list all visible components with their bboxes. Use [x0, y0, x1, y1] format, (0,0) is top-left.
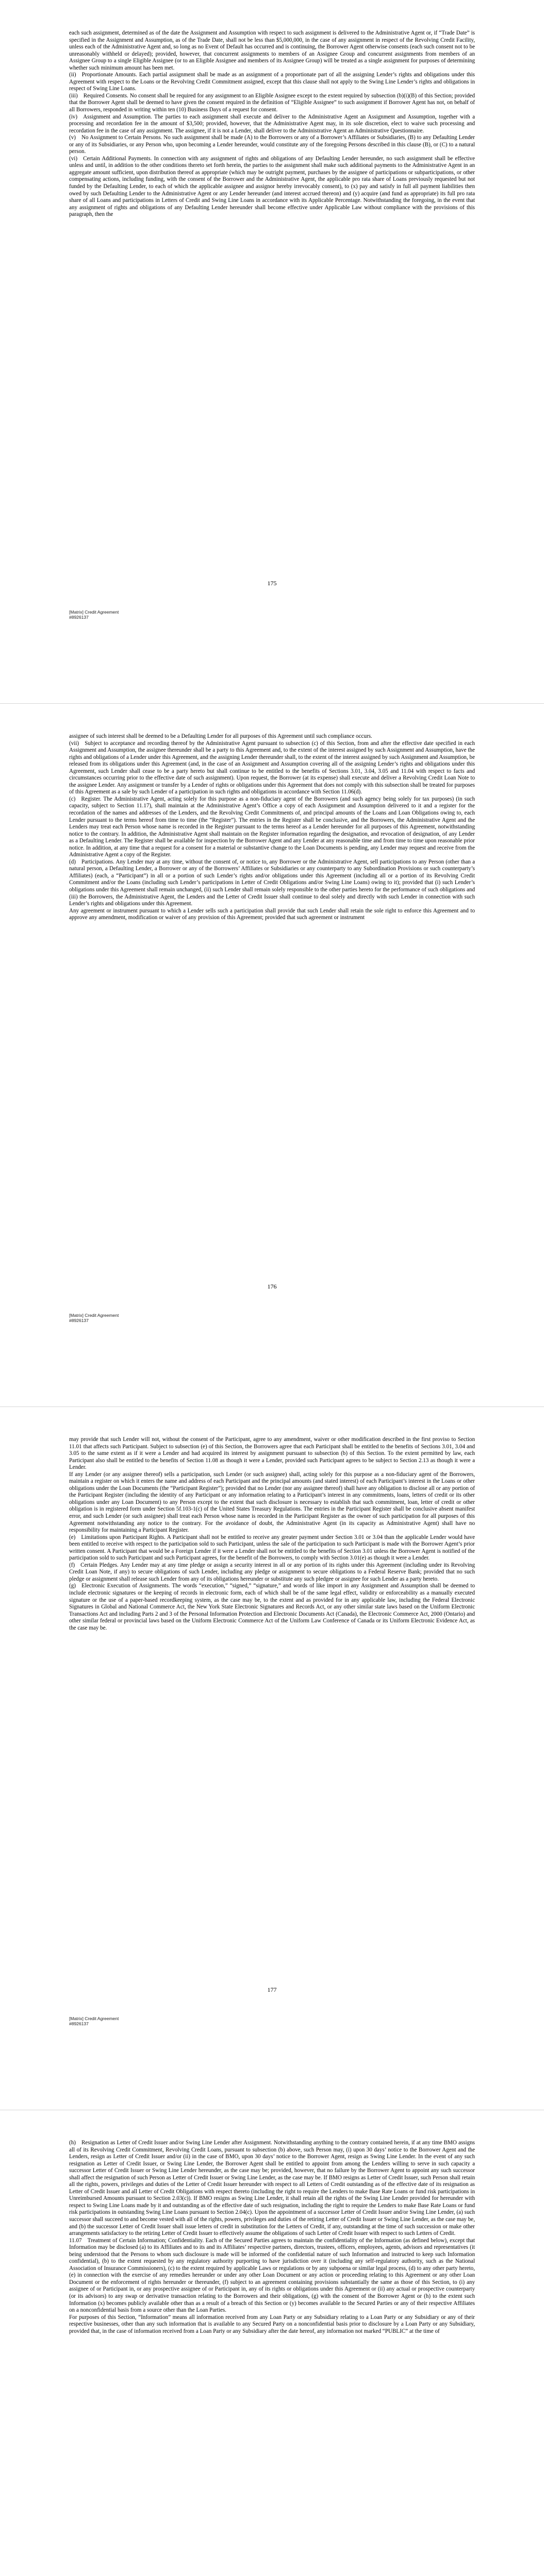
page-footer: [69, 609, 119, 620]
document-page-1: [0, 0, 544, 703]
page-footer: [69, 2016, 119, 2026]
page-body-text: may provide that such Lender will not, without the consent of the Participant, agree to any amendment, waiver or other modification described in the first proviso to Section 11.01 that affects such Participant. Subject to subsection (e) of this Section, the Borrowers agree that each Participant shall be entitled to the benefits of Sections 3.01, 3.04 and 3.05 to the same extent as if it were a Lender and had acquired its interest by assignment pursuant to subsection (b) of this Section. To the extent permitted by law, each Participant also shall be entitled to the benefits of Section 11.08 as though it were a Lender, provided such Participant agrees to be subject to Section 2.13 as though it were a Lender. If any Lender (or any assignee thereof) sells a participation, such Lender (or such assignee) shall, acting solely for this purpose as a non-fiduciary agent of the Borrowers, maintain a register on which it enters the name and address of each Participant and the principal amounts (and stated interest) of each Participant’s interest in the Loans or other obligations under the Loan Documents (the “Participant Register”); provided that no Lender (nor any assignee thereof) shall have any obligation to disclose all or any portion of the Participant Register (including the identity of any Participant or any information relating to a Participant’s interest in any commitments, loans, letters of credit or its other obligations under any Loan Document) to any Person except to the extent that such disclosure is necessary to establish that such commitment, loan, letter of credit or other obligation is in registered form under Section 5f.103-1(c) of the United States Treasury Regulations. The entries in the Participant Register shall be conclusive absent manifest error, and such Lender (or such assignee) shall treat each Person whose name is recorded in the Participant Register as the owner of such participation for all purposes of this Agreement notwithstanding any notice to the contrary. For the avoidance of doubt, the Administrative Agent (in its capacity as Administrative Agent) shall have no responsibility for maintaining a Participant Register. (e) Limitations upon Participant Rights. A Participant shall not be entitled to receive any greater payment under Section 3.01 or 3.04 than the applicable Lender would have been entitled to receive with respect to the participation sold to such Participant, unless the sale of the participation to such Participant is made with the Borrower Agent’s prior written consent. A Participant that would be a Foreign Lender if it were a Lender shall not be entitled to the benefits of Section 3.01 unless the Borrower Agent is notified of the participation sold to such Participant and such Participant agrees, for the benefit of the Borrowers, to comply with Section 3.01(e) as though it were a Lender. (f) Certain Pledges. Any Lender may at any time pledge or assign a security interest in all or any portion of its rights under this Agreement (including under its Revolving Credit Loan Note, if any) to secure obligations of such Lender, including any pledge or assignment to secure obligations to a Federal Reserve Bank; provided that no such pledge or assignment shall release such Lender from any of its obligations hereunder or substitute any such pledgee or assignee for such Lender as a party hereto. (g) Electronic Execution of Assignments. The words “execution,” “signed,” “signature,” and words of like import in any Assignment and Assumption shall be deemed to include electronic signatures or the keeping of records in electronic form, each of which shall be of the same legal effect, validity or enforceability as a manually executed signature or the use of a paper-based recordkeeping system, as the case may be, to the extent and as provided for in any applicable law, including the Federal Electronic Signatures in Global and National Commerce Act, the New York State Electronic Signatures and Records Act, or any other similar state laws based on the Uniform Electronic Transactions Act and including Parts 2 and 3 of the Personal Information Protection and Electronic Documents Act (Canada), the Electronic Commerce Act, 2000 (Ontario) and other similar federal or provincial laws based on the Uniform Electronic Commerce Act of the Uniform Law Conference of Canada or its Uniform Electronic Evidence Act, as the case may be.: [69, 1436, 475, 1631]
page-number: 177: [267, 1986, 277, 1993]
page-footer: [69, 1313, 119, 1323]
footer-doc-title: [Matrix] Credit Agreement: [69, 609, 119, 615]
page-body-text: each such assignment, determined as of the date the Assignment and Assumption with respect to such assignment is delivered to the Administrative Agent or, if “Trade Date” is specified in the Assignment and Assumption, as of the Trade Date, shall not be less than $5,000,000, in the case of any assignment in respect of the Revolving Credit Facility, unless each of the Administrative Agent and, so long as no Event of Default has occurred and is continuing, the Borrower Agent otherwise consents (each such consent not to be unreasonably withheld or delayed); provided, however, that concurrent assignments to members of an Assignee Group and concurrent assignments from members of an Assignee Group to a single Eligible Assignee (or to an Eligible Assignee and members of its Assignee Group) will be treated as a single assignment for purposes of determining whether such minimum amount has been met. (ii) Proportionate Amounts. Each partial assignment shall be made as an assignment of a proportionate part of all the assigning Lender’s rights and obligations under this Agreement with respect to the Loans or the Revolving Credit Commitment assigned, except that this clause shall not apply to the Swing Line Lender’s rights and obligations in respect of Swing Line Loans. (iii) Required Consents. No consent shall be required for any assignment to an Eligible Assignee except to the extent required by subsection (b)(i)(B) of this Section; provided that the Borrower Agent shall be deemed to have given the consent required in the definition of “Eligible Assignee” to such assignment if Borrower Agent has not, on behalf of all Borrowers, responded in writing within ten (10) Business Days of a request for consent. (iv) Assignment and Assumption. The parties to each assignment shall execute and deliver to the Administrative Agent an Assignment and Assumption, together with a processing and recordation fee in the amount of $3,500; provided, however, that the Administrative Agent may, in its sole discretion, elect to waive such processing and recordation fee in the case of any assignment. The assignee, if it is not a Lender, shall deliver to the Administrative Agent an Administrative Questionnaire. (v) No Assignment to Certain Persons. No such assignment shall be made (A) to the Borrowers or any of a Borrower’s Affiliates or Subsidiaries, (B) to any Defaulting Lender or any of its Subsidiaries, or any Person who, upon becoming a Lender hereunder, would constitute any of the foregoing Persons described in this clause (B), or (C) to a natural person. (vi) Certain Additional Payments. In connection with any assignment of rights and obligations of any Defaulting Lender hereunder, no such assignment shall be effective unless and until, in addition to the other conditions thereto set forth herein, the parties to the assignment shall make such additional payments to the Administrative Agent in an aggregate amount sufficient, upon distribution thereof as appropriate (which may be outright payment, purchases by the assignee of participations or subparticipations, or other compensating actions, including funding, with the consent of the Borrower and the Administrative Agent, the applicable pro rata share of Loans previously requested but not funded by the Defaulting Lender, to each of which the applicable assignee and assignor hereby irrevocably consent), to (x) pay and satisfy in full all payment liabilities then owed by such Defaulting Lender to the Administrative Agent or any Lender hereunder (and interest accrued thereon) and (y) acquire (and fund as appropriate) its full pro rata share of all Loans and participations in Letters of Credit and Swing Line Loans in accordance with its Applicable Percentage. Notwithstanding the foregoing, in the event that any assignment of rights and obligations of any Defaulting Lender hereunder shall become effective under Applicable Law without compliance with the provisions of this paragraph, then the: [69, 30, 475, 218]
page-body-text: assignee of such interest shall be deemed to be a Defaulting Lender for all purposes of this Agreement until such compliance occurs. (vii) Subject to acceptance and recording thereof by the Administrative Agent pursuant to subsection (c) of this Section, from and after the effective date specified in each Assignment and Assumption, the assignee thereunder shall be a party to this Agreement and, to the extent of the interest assigned by such Assignment and Assumption, have the rights and obligations of a Lender under this Agreement, and the assigning Lender thereunder shall, to the extent of the interest assigned by such Assignment and Assumption, be released from its obligations under this Agreement (and, in the case of an Assignment and Assumption covering all of the assigning Lender’s rights and obligations under this Agreement, such Lender shall cease to be a party hereto but shall continue to be entitled to the benefits of Sections 3.01, 3.04, 3.05 and 11.04 with respect to facts and circumstances occurring prior to the effective date of such assignment). Upon request, the Borrower (at its expense) shall execute and deliver a Revolving Credit Loan Note to the assignee Lender. Any assignment or transfer by a Lender of rights or obligations under this Agreement that does not comply with this subsection shall be treated for purposes of this Agreement as a sale by such Lender of a participation in such rights and obligations in accordance with Section 11.06(d). (c) Register. The Administrative Agent, acting solely for this purpose as a non-fiduciary agent of the Borrowers (and such agency being solely for tax purposes) (in such capacity, subject to Section 11.17), shall maintain at the Administrative Agent’s Office a copy of each Assignment and Assumption delivered to it and a register for the recordation of the names and addresses of the Lenders, and the Revolving Credit Commitments of, and principal amounts of the Loans and Loan Obligations owing to, each Lender pursuant to the terms hereof from time to time (the “Register”). The entries in the Register shall be conclusive, and the Borrowers, the Administrative Agent and the Lenders may treat each Person whose name is recorded in the Register pursuant to the terms hereof as a Lender hereunder for all purposes of this Agreement, notwithstanding notice to the contrary. In addition, the Administrative Agent shall maintain on the Register information regarding the designation, and revocation of designation, of any Lender as a Defaulting Lender. The Register shall be available for inspection by the Borrower Agent and any Lender at any reasonable time and from time to time upon reasonable prior notice. In addition, at any time that a request for a consent for a material or substantive change to the Loan Documents is pending, any Lender may request and receive from the Administrative Agent a copy of the Register. (d) Participations. Any Lender may at any time, without the consent of, or notice to, any Borrower or the Administrative Agent, sell participations to any Person (other than a natural person, a Defaulting Lender, a Borrower or any of the Borrowers’ Affiliates or Subsidiaries or any counterparty to any Subordination Provisions or such counterparty’s Affiliates) (each, a “Participant”) in all or a portion of such Lender’s rights and/or obligations under this Agreement (including all or a portion of its Revolving Credit Commitment and/or the Loans (including such Lender’s participations in Letter of Credit Obligations and/or Swing Line Loans) owing to it); provided that (i) such Lender’s obligations under this Agreement shall remain unchanged, (ii) such Lender shall remain solely responsible to the other parties hereto for the performance of such obligations and (iii) the Borrowers, the Administrative Agent, the Lenders and the Letter of Credit Issuer shall continue to deal solely and directly with such Lender in connection with such Lender’s rights and obligations under this Agreement. Any agreement or instrument pursuant to which a Lender sells such a participation shall provide that such Lender shall retain the sole right to enforce this Agreement and to approve any amendment, modification or waiver of any provision of this Agreement; provided that such agreement or instrument: [69, 733, 475, 921]
footer-doc-id: #8926137: [69, 1318, 89, 1323]
page-number: 175: [267, 580, 277, 587]
page-number: 176: [267, 1283, 277, 1290]
footer-doc-title: [Matrix] Credit Agreement: [69, 1313, 119, 1318]
page-body-text: (h) Resignation as Letter of Credit Issuer and/or Swing Line Lender after Assignment. Notwithstanding anything to the contrary contained herein, if at any time BMO assigns all of its Revolving Credit Commitment, Revolving Credit Loans, pursuant to subsection (b) above, such Person may, (i) upon 30 days’ notice to the Borrower Agent and the Lenders, resign as Letter of Credit Issuer and/or (ii) in the case of BMO, upon 30 days’ notice to the Borrower Agent, resign as Swing Line Lender. In the event of any such resignation as Letter of Credit Issuer, or Swing Line Lender, the Borrower Agent shall be entitled to appoint from among the Lenders willing to serve in such capacity a successor Letter of Credit Issuer or Swing Line Lender hereunder, as the case may be; provided, however, that no failure by the Borrower Agent to appoint any such successor shall affect the resignation of such Person as Letter of Credit Issuer or Swing Line Lender, as the case may be. If BMO resigns as Letter of Credit Issuer, such Person shall retain all the rights, powers, privileges and duties of the Letter of Credit Issuer hereunder with respect to all Letters of Credit outstanding as of the effective date of its resignation as Letter of Credit Issuer and all Letter of Credit Obligations with respect thereto (including the right to require the Lenders to make Base Rate Loans or fund risk participations in Unreimbursed Amounts pursuant to Section 2.03(c)). If BMO resigns as Swing Line Lender, it shall retain all the rights of the Swing Line Lender provided for hereunder with respect to Swing Line Loans made by it and outstanding as of the effective date of such resignation, including the right to require the Lenders to make Base Rate Loans or fund risk participations in outstanding Swing Line Loans pursuant to Section 2.04(c). Upon the appointment of a successor Letter of Credit Issuer and/or Swing Line Lender, (a) such successor shall succeed to and become vested with all of the rights, powers, privileges and duties of the retiring Letter of Credit Issuer or Swing Line Lender, as the case may be, and (b) the successor Letter of Credit Issuer shall issue letters of credit in substitution for the Letters of Credit, if any, outstanding at the time of such succession or make other arrangements satisfactory to the retiring Letter of Credit Issuer to effectively assume the obligations of such Letter of Credit Issuer with respect to such Letters of Credit. 11.07 Treatment of Certain Information; Confidentiality. Each of the Secured Parties agrees to maintain the confidentiality of the Information (as defined below), except that Information may be disclosed (a) to its Affiliates and to its and its Affiliates’ respective partners, directors, trustees, officers, employees, agents, advisors and representatives (it being understood that the Persons to whom such disclosure is made will be informed of the confidential nature of such Information and instructed to keep such Information confidential), (b) to the extent requested by any regulatory authority purporting to have jurisdiction over it (including any self-regulatory authority, such as the National Association of Insurance Commissioners), (c) to the extent required by applicable Laws or regulations or by any subpoena or similar legal process, (d) to any other party hereto, (e) in connection with the exercise of any remedies hereunder or under any other Loan Document or any action or proceeding relating to this Agreement or any other Loan Document or the enforcement of rights hereunder or thereunder, (f) subject to an agreement containing provisions substantially the same as those of this Section, to (i) any assignee of or Participant in, or any prospective assignee of or Participant in, any of its rights or obligations under this Agreement or (ii) any actual or prospective counterparty (or its advisors) to any swap or derivative transaction relating to the Borrowers and their obligations, (g) with the consent of the Borrower Agent or (h) to the extent such Information (x) becomes publicly available other than as a result of a breach of this Section or (y) becomes available to the Secured Parties or any of their respective Affiliates on a nonconfidential basis from a source other than the Loan Parties. For purposes of this Section, “Information” means all information received from any Loan Party or any Subsidiary relating to a Loan Party or any Subsidiary or any of their respective businesses, other than any such information that is available to any Secured Party on a nonconfidential basis prior to disclosure by a Loan Party or any Subsidiary, provided that, in the case of information received from a Loan Party or any Subsidiary after the date hereof, any information not marked “PUBLIC” at the time of: [69, 2140, 475, 2334]
footer-doc-id: #8926137: [69, 615, 89, 620]
footer-doc-title: [Matrix] Credit Agreement: [69, 2016, 119, 2021]
document-page-3: [0, 1406, 544, 2110]
footer-doc-id: #8926137: [69, 2021, 89, 2026]
document-page-2: [0, 703, 544, 1406]
document-page-4: [0, 2110, 544, 2576]
